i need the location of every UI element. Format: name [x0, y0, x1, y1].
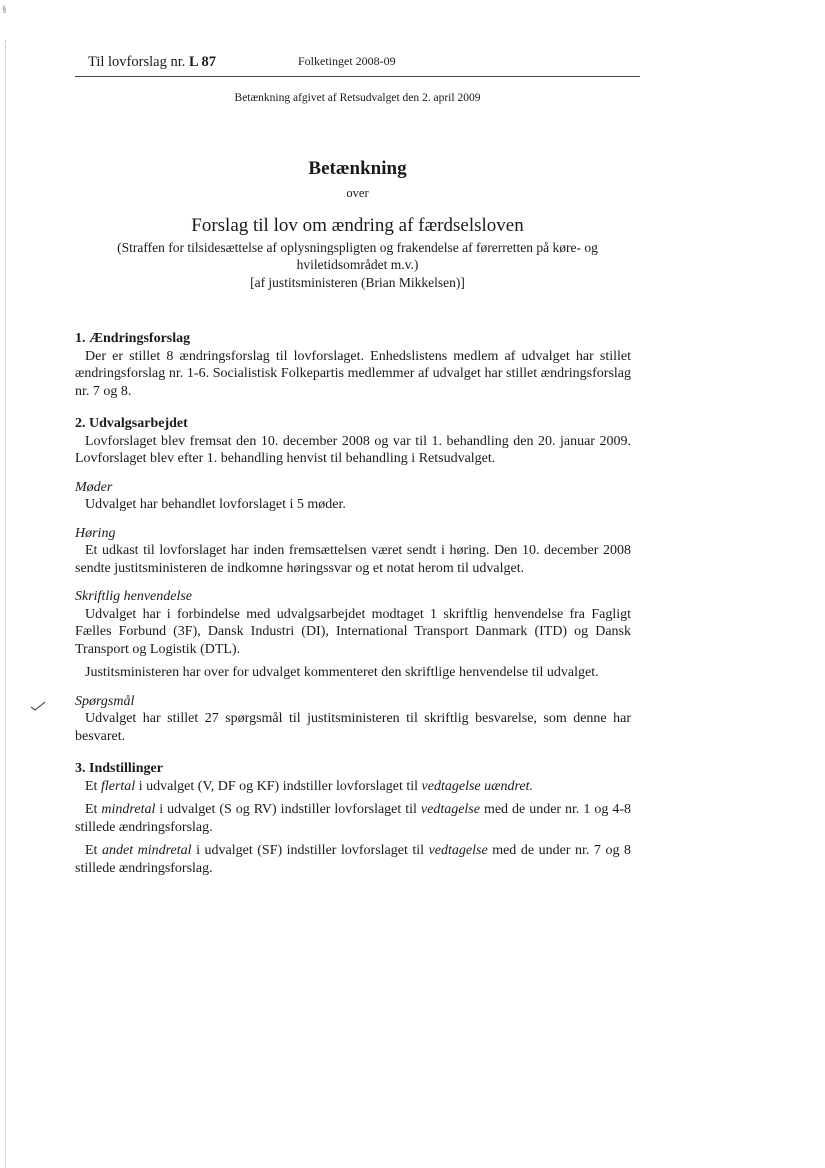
document-body	[75, 330, 631, 877]
subsection-heading: Høring	[75, 525, 116, 541]
paragraph: Udvalget har stillet 27 spørgsmål til justitsministeren til skriftlig besvarelse, som denne har besvaret.	[75, 711, 631, 744]
paragraph: Lovforslaget blev fremsat den 10. december 2008 og var til 1. behandling den 20. januar 2009. Lovforslaget blev efter 1. behandling henvist til behandling i Retsudvalget.	[75, 433, 631, 466]
paragraph: Justitsministeren har over for udvalget kommenteret den skriftlige henvendelse til udvalget.	[85, 665, 599, 680]
bill-title: Forslag til lov om ændring af færdselsloven	[191, 215, 524, 236]
document-title: Betænkning	[308, 158, 407, 179]
section-heading: 3. Indstillinger	[75, 761, 163, 776]
bill-proposer: [af justitsministeren (Brian Mikkelsen)]	[250, 275, 465, 290]
subsection-heading: Skriftlig henvendelse	[75, 589, 193, 604]
page-header	[88, 54, 640, 72]
subsection-heading: Spørgsmål	[75, 693, 135, 709]
bill-reference: Til lovforslag nr. L 87	[88, 54, 216, 70]
paragraph-mark-icon: §	[2, 4, 7, 14]
title-block	[75, 158, 640, 291]
section-heading: 1. Ændringsforslag	[75, 331, 191, 346]
left-margin-line	[5, 40, 6, 1168]
paragraph: Et flertal i udvalget (V, DF og KF) indstiller lovforslaget til vedtagelse uændret.	[85, 778, 533, 794]
paragraph: Et udkast til lovforslaget har inden fremsættelsen været sendt i høring. Den 10. december 2008 sendte justitsministeren de indkomne høringssvar og et notat herom til udvalget.	[75, 543, 631, 576]
paragraph: Udvalget har i forbindelse med udvalgsarbejdet modtaget 1 skriftlig henvendelse fra Fagligt Fælles Forbund (3F), Dansk Industri (DI), International Transport Danmark (ITD) og Dansk Transport og Logistik (DTL).	[75, 606, 631, 657]
subsection-heading: Møder	[75, 479, 113, 495]
bill-subtitle: (Straffen for tilsidesættelse af oplysningspligten og frakendelse af førerretten på køre- og hviletidsområdet m.v.)	[117, 240, 598, 272]
paragraph: Et andet mindretal i udvalget (SF) indstiller lovforslaget til vedtagelse med de under nr. 7 og 8 stillede ændringsforslag.	[75, 843, 631, 876]
bill-number: L 87	[188, 54, 216, 70]
section-heading: 2. Udvalgsarbejdet	[75, 416, 188, 431]
session-label: Folketinget 2008-09	[298, 54, 396, 68]
title-over: over	[346, 186, 369, 200]
paragraph: Der er stillet 8 ændringsforslag til lovforslaget. Enhedslistens medlem af udvalget har stillet ændringsforslag nr. 1-6. Socialistisk Folkepartis medlemmer af udvalget har stillet ændringsforslag nr. 7 og 8.	[75, 348, 631, 399]
issued-line: Betænkning afgivet af Retsudvalget den 2. april 2009	[234, 92, 481, 104]
paragraph: Et mindretal i udvalget (S og RV) indstiller lovforslaget til vedtagelse med de under nr. 1 og 4-8 stillede ændringsforslag.	[75, 802, 631, 835]
header-divider	[75, 76, 640, 77]
check-mark-icon	[30, 700, 46, 712]
paragraph: Udvalget har behandlet lovforslaget i 5 møder.	[85, 497, 346, 512]
